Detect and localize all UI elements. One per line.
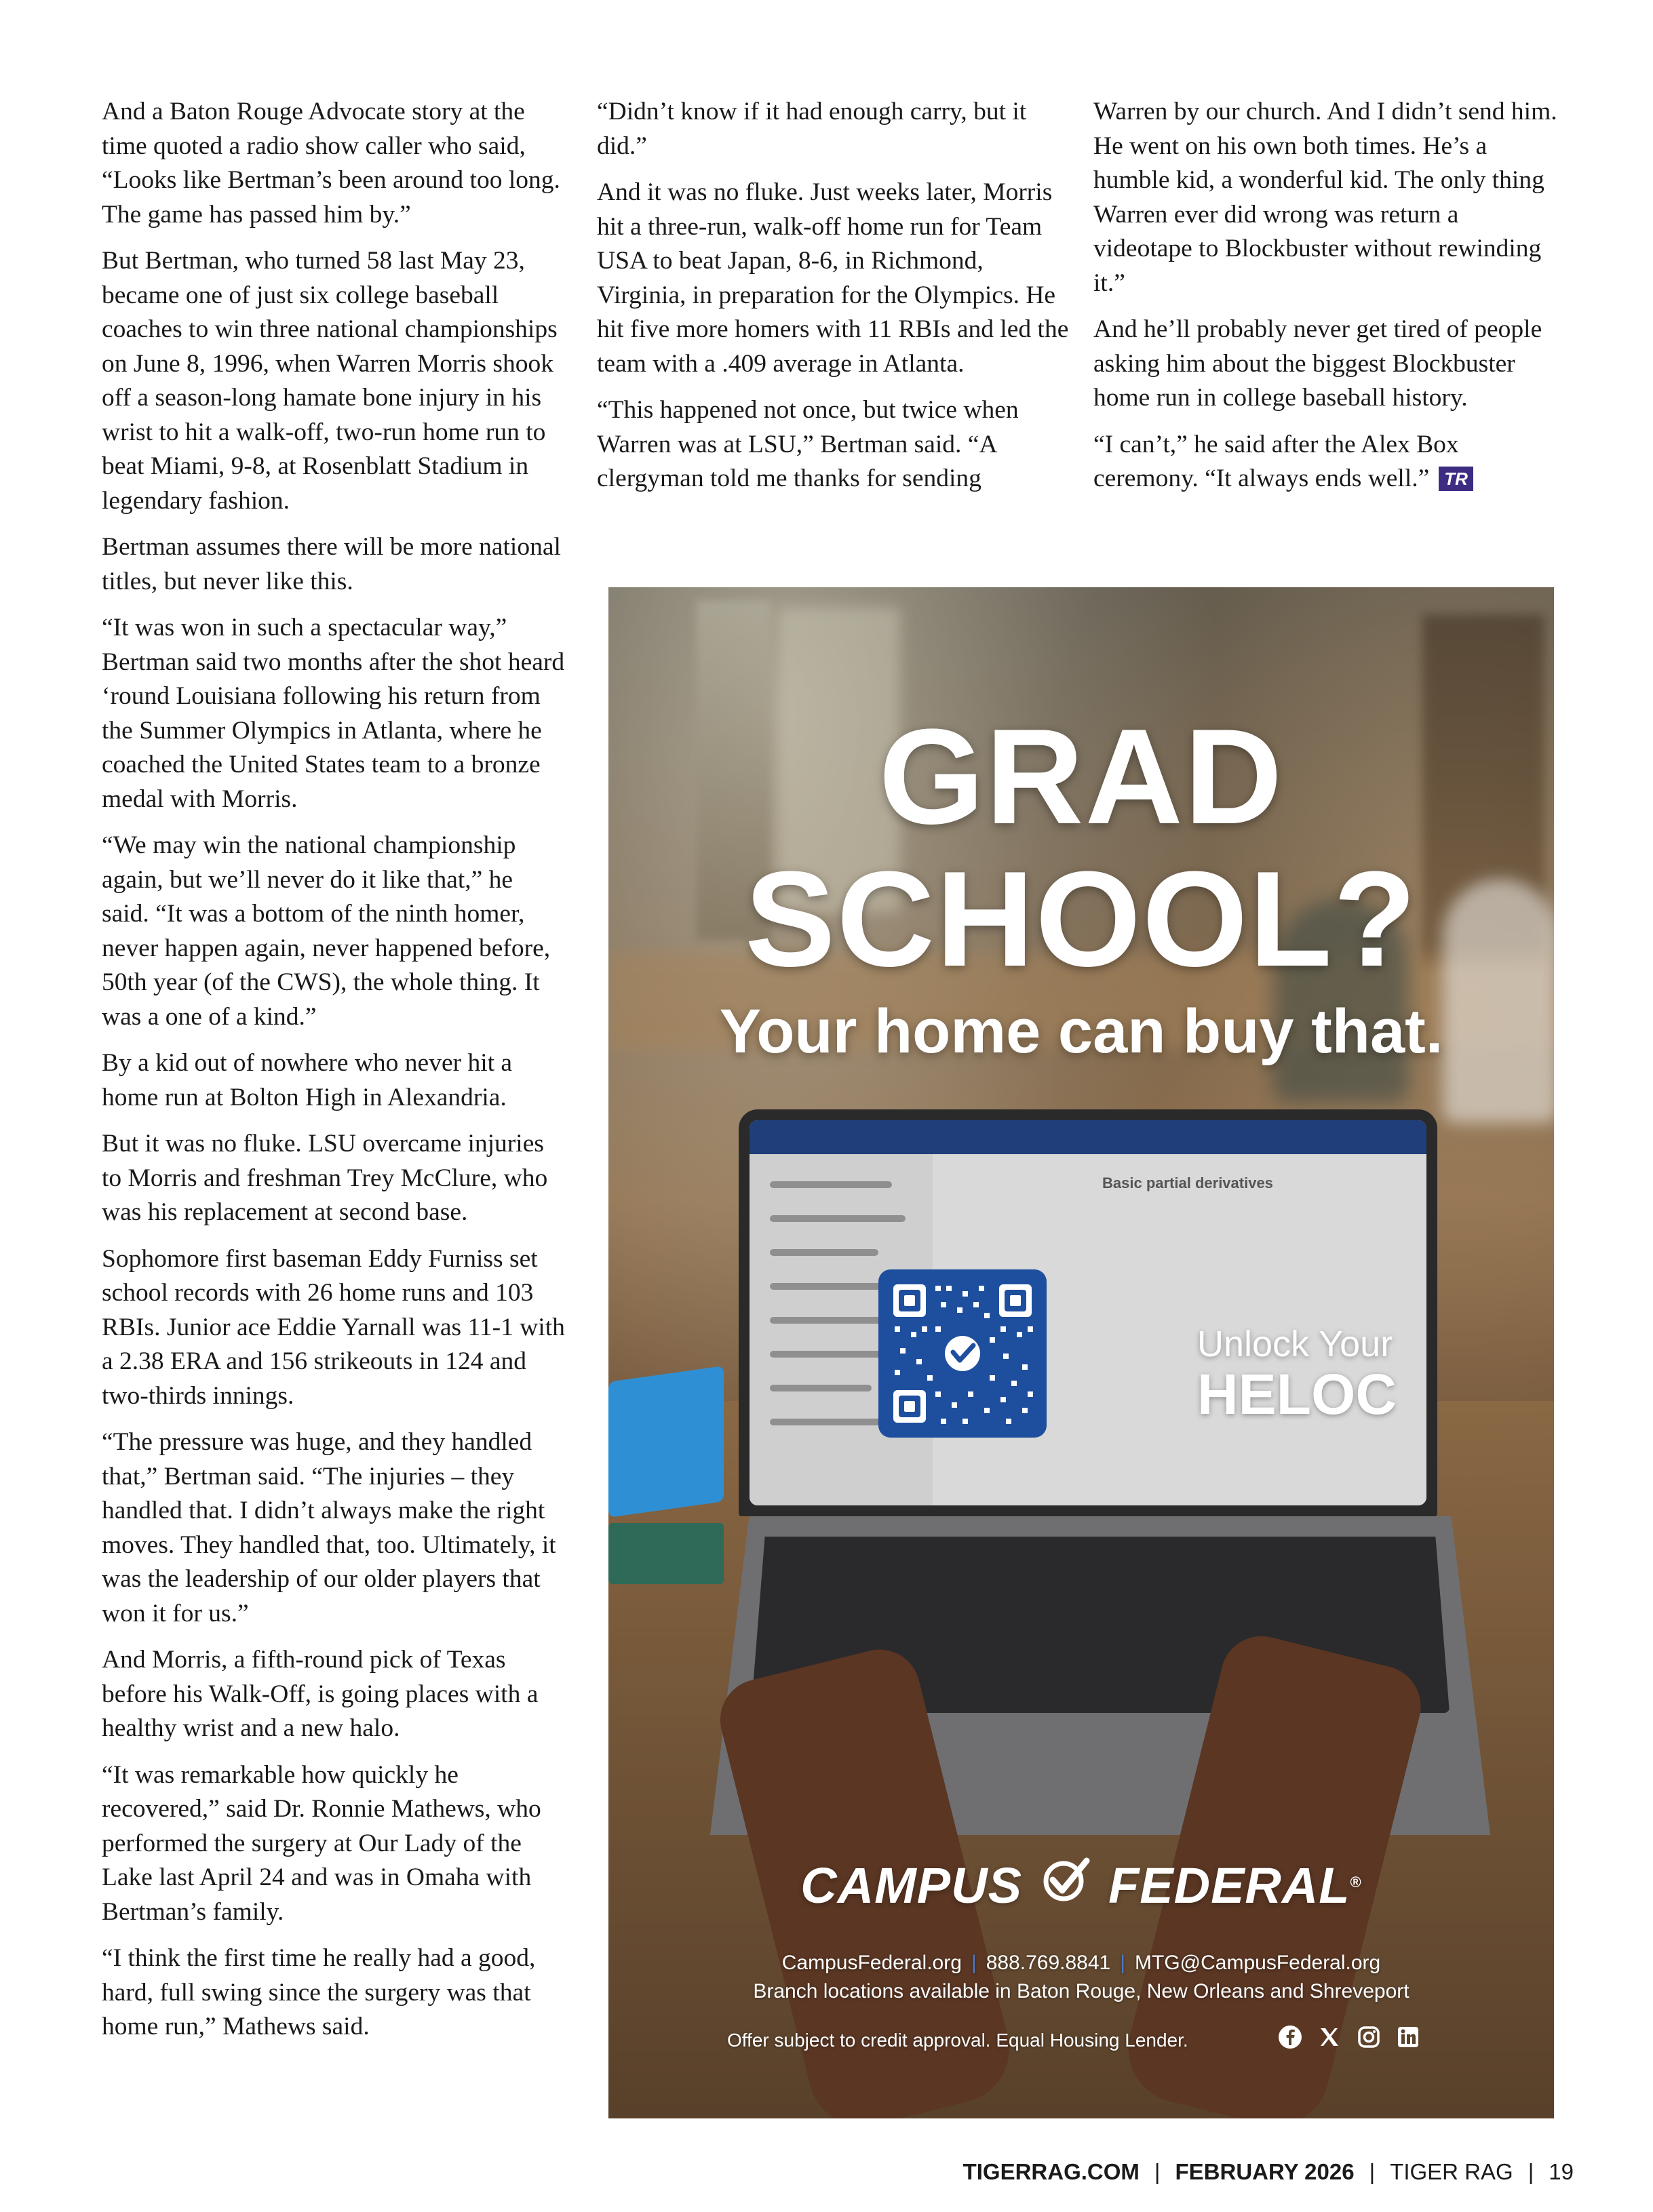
instagram-icon[interactable]: [1355, 2023, 1382, 2051]
website-link[interactable]: CampusFederal.org: [781, 1952, 962, 1974]
final-text: “I can’t,” he said after the Alex Box ceremony. “It always ends well.”: [1093, 430, 1459, 492]
paragraph: Sophomore first baseman Eddy Furniss set school records with 26 home runs and 103 RBIs. Junior ace Eddie Yarnall was 11-1 with a 2.38 ERA and 156 strikeouts in 124 and two-thirds innings.: [102, 1244, 565, 1410]
facebook-icon[interactable]: [1277, 2023, 1304, 2051]
paragraph: By a kid out of nowhere who never hit a home run at Bolton High in Alexandria.: [102, 1049, 513, 1111]
paragraph: “It was won in such a spectacular way,” Bertman said two months after the shot heard ‘round Louisiana following his return from the Summer Olympics in Atlanta, where he coached the United States team to a bronze medal with Morris.: [102, 614, 565, 813]
x-icon[interactable]: [1316, 2023, 1343, 2051]
paragraph-final: [1093, 428, 1561, 496]
paragraph: And Morris, a fifth-round pick of Texas before his Walk-Off, is going places with a healthy wrist and a new halo.: [102, 1646, 539, 1742]
email-link[interactable]: MTG@CampusFederal.org: [1135, 1952, 1381, 1974]
footer-date: FEBRUARY 2026: [1175, 2159, 1355, 2184]
screen-title: Basic partial derivatives: [1102, 1174, 1273, 1191]
paragraph: But Bertman, who turned 58 last May 23, became one of just six college baseball coaches to win three national championships on June 8, 1996, when Warren Morris shook off a season-long hamate bone injury in his wrist to hit a walk-off, two-run home run to beat Miami, 9-8, at Rosenblatt Stadium in legendary fashion.: [102, 247, 558, 515]
paragraph: And it was no fluke. Just weeks later, Morris hit a three-run, walk-off home run for Team USA to beat Japan, 8-6, in Richmond, Virginia, in preparation for the Olympics. He hit five more homers with 11 RBIs and led the team with a .409 average in Atlanta.: [597, 178, 1069, 378]
paragraph: But it was no fluke. LSU overcame injuries to Morris and freshman Trey McClure, who was his replacement at second base.: [102, 1130, 548, 1226]
headline: GRAD: [878, 701, 1284, 852]
subheadline: Your home can buy that.: [719, 997, 1443, 1066]
brand-left: CAMPUS: [800, 1857, 1022, 1914]
unlock-text: Unlock Your: [1197, 1324, 1393, 1364]
paragraph: And a Baton Rouge Advocate story at the time quoted a radio show caller who said, “Looks like Bertman’s been around too long. The game has passed him by.”: [102, 98, 560, 229]
paragraph: “I think the first time he really had a good, hard, full swing since the surgery was that home run,” Mathews said.: [102, 1944, 536, 2040]
contact-line: CampusFederal.org | 888.769.8841 | MTG@CampusFederal.org: [781, 1952, 1381, 1974]
paragraph: Bertman assumes there will be more national titles, but never like this.: [102, 533, 561, 595]
heloc-text: HELOC: [1197, 1362, 1397, 1426]
article-column-2: [597, 95, 1072, 509]
paragraph: “The pressure was huge, and they handled that,” Bertman said. “The injuries – they handled that. I didn’t always make the right moves. They handled that, too. Ultimately, it was the leadership of our older players that won it for us.”: [102, 1428, 556, 1627]
article-column-3: [1093, 95, 1561, 509]
registered-mark: ®: [1350, 1874, 1362, 1891]
disclaimer: Offer subject to credit approval. Equal Housing Lender.: [727, 2030, 1188, 2051]
paragraph: “We may win the national championship again, but we’ll never do it like that,” he said. “It was a bottom of the ninth homer, never happen again, never happened before, 50th year (of the CWS), the whole thing. It was a one of a kind.”: [102, 831, 551, 1031]
headline: SCHOOL?: [745, 844, 1418, 995]
phone-link[interactable]: 888.769.8841: [986, 1952, 1111, 1974]
screen-nav-bar: [750, 1120, 1426, 1154]
check-logo-icon: [1037, 1855, 1094, 1913]
branch-locations: Branch locations available in Baton Rouge, New Orleans and Shreveport: [753, 1980, 1409, 2002]
end-mark-logo: TR: [1439, 467, 1473, 491]
screen-content: [750, 1120, 1426, 1505]
page-number: 19: [1549, 2159, 1574, 2184]
article-column-1: [102, 95, 566, 2057]
brand-right: FEDERAL: [1108, 1857, 1350, 1914]
linkedin-icon[interactable]: [1395, 2023, 1422, 2051]
page-footer: TIGERRAG.COM | FEBRUARY 2026 | TIGER RAG | 19: [962, 2159, 1574, 2184]
paragraph: “This happened not once, but twice when Warren was at LSU,” Bertman said. “A clergyman told me thanks for sending: [597, 396, 1019, 492]
footer-magazine: TIGER RAG: [1390, 2159, 1513, 2184]
campus-federal-advertisement[interactable]: [608, 587, 1554, 2118]
paragraph: “Didn’t know if it had enough carry, but it did.”: [597, 98, 1027, 160]
paragraph: “It was remarkable how quickly he recovered,” said Dr. Ronnie Mathews, who performed the surgery at Our Lady of the Lake last April 24 and was in Omaha with Bertman’s family.: [102, 1760, 541, 1926]
qr-code-icon: [878, 1269, 1047, 1438]
books-decor: [608, 1374, 731, 1618]
footer-site: TIGERRAG.COM: [962, 2159, 1140, 2184]
campus-federal-logo: [608, 1855, 1554, 1913]
laptop-screen: [739, 1109, 1437, 1516]
paragraph: And he’ll probably never get tired of people asking him about the biggest Blockbuster home run in college baseball history.: [1093, 315, 1542, 412]
qr-code[interactable]: [878, 1269, 1047, 1438]
social-links: [1277, 2023, 1422, 2051]
paragraph: Warren by our church. And I didn’t send him. He went on his own both times. He’s a humble kid, a wonderful kid. The only thing Warren ever did wrong was return a videotape to Blockbuster without rewinding it.”: [1093, 98, 1557, 297]
